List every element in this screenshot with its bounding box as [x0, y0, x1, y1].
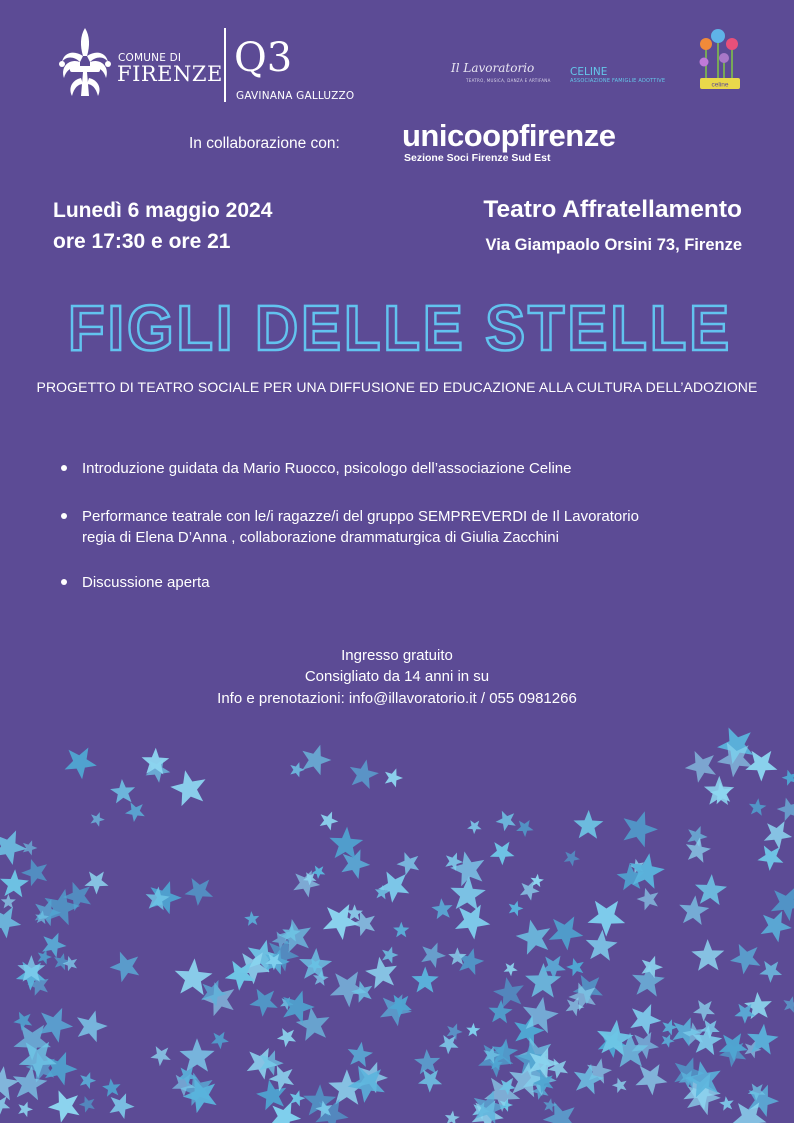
star-shape — [412, 967, 439, 993]
quartiere-logo: Q3 — [234, 35, 293, 81]
star-shape — [302, 745, 331, 776]
florence-lily-logo — [56, 26, 114, 102]
star-shape — [110, 1093, 135, 1119]
program-item-1: Introduzione guidata da Mario Ruocco, psicologo dell’associazione Celine — [82, 460, 572, 477]
star-shape — [180, 1038, 215, 1071]
star-shape — [110, 952, 140, 983]
star-shape — [290, 762, 305, 777]
star-shape — [564, 850, 580, 866]
star-shape — [467, 820, 482, 834]
star-shape — [0, 907, 21, 939]
star-shape — [509, 901, 524, 916]
unicoop-section: Sezione Soci Firenze Sud Est — [404, 152, 551, 164]
comune-label-small: COMUNE DI — [118, 52, 182, 64]
celine-logo-text: CELINE — [570, 66, 608, 78]
star-shape — [385, 768, 403, 787]
age-info: Consigliato da 14 anni in su — [304, 668, 490, 685]
star-shape — [691, 939, 724, 971]
collaboration-label: In collaborazione con: — [189, 135, 340, 152]
star-shape — [630, 1004, 661, 1036]
bullet-3 — [61, 579, 67, 585]
star-shape — [523, 997, 559, 1033]
star-shape — [431, 898, 452, 919]
contact-info: Info e prenotazioni: info@illavoratorio.it / 055 0981266 — [217, 690, 577, 707]
celine-tagline: ASSOCIAZIONE FAMIGLIE ADOTTIVE — [570, 78, 666, 84]
star-shape — [635, 1064, 667, 1095]
star-shape — [277, 1028, 296, 1047]
entry-info: Ingresso gratuito — [341, 647, 453, 664]
star-shape — [312, 866, 326, 880]
star-shape — [249, 989, 277, 1017]
star-shape — [91, 812, 105, 827]
star-shape — [65, 748, 97, 780]
star-shape — [299, 948, 332, 980]
star-shape — [637, 888, 659, 911]
star-shape — [110, 779, 135, 803]
star-shape — [211, 1032, 229, 1050]
star-shape — [730, 944, 760, 975]
event-date: Lunedì 6 maggio 2024 — [53, 199, 273, 222]
poster-subtitle: PROGETTO DI TEATRO SOCIALE PER UNA DIFFUSIONE ED EDUCAZIONE ALLA CULTURA DELL’ADOZIONE — [36, 379, 758, 395]
star-shape — [693, 1000, 715, 1021]
star-shape — [48, 1090, 80, 1122]
celine-flowers-logo — [696, 26, 744, 90]
star-shape — [516, 920, 551, 955]
unicoop-logo: unicoopfirenze — [402, 118, 616, 153]
star-shape — [270, 1102, 301, 1123]
star-shape — [170, 770, 205, 806]
star-shape — [516, 820, 534, 837]
event-times: ore 17:30 e ore 21 — [53, 230, 231, 253]
star-shape — [549, 916, 584, 950]
star-shape — [445, 1111, 460, 1123]
star-shape — [757, 846, 783, 871]
star-shape — [397, 852, 420, 875]
star-shape — [749, 798, 767, 816]
star-shape — [38, 950, 52, 965]
star-shape — [455, 905, 490, 940]
poster-title-text: FIGLI DELLE STELLE — [68, 292, 732, 364]
program-item-2-line2: regia di Elena D’Anna , collaborazione drammaturgica di Giulia Zacchini — [82, 529, 559, 546]
star-shape — [685, 751, 716, 783]
star-shape — [414, 1049, 440, 1074]
star-shape — [531, 874, 544, 887]
star-shape — [490, 842, 515, 866]
quartiere-name: GAVINANA GALLUZZO — [236, 90, 355, 102]
bullet-2 — [61, 513, 67, 519]
logo-divider — [224, 28, 226, 102]
star-shape — [612, 1078, 627, 1093]
celine-flower-label: celine — [711, 81, 729, 89]
star-shape — [348, 1042, 373, 1067]
star-shape — [447, 1023, 463, 1040]
star-shape — [662, 1019, 677, 1035]
star-shape — [244, 911, 259, 926]
star-shape — [777, 798, 794, 822]
star-shape — [45, 1052, 78, 1086]
star-shape — [320, 812, 339, 831]
poster-title — [60, 286, 740, 366]
star-shape — [1, 894, 16, 908]
star-shape — [624, 811, 658, 847]
star-shape — [504, 963, 518, 977]
star-shape — [290, 1090, 306, 1106]
star-shape — [782, 770, 794, 786]
star-shape — [574, 810, 604, 839]
star-shape — [378, 872, 409, 903]
star-shape — [185, 878, 214, 906]
star-shape — [489, 1000, 513, 1024]
star-shape — [393, 922, 409, 938]
star-shape — [102, 1078, 121, 1096]
star-shape — [150, 1046, 170, 1066]
star-shape — [13, 1012, 32, 1031]
star-shape — [759, 961, 782, 983]
star-shape — [496, 811, 516, 831]
star-shape — [79, 1096, 95, 1113]
program-item-2-line1: Performance teatrale con le/i ragazze/i del gruppo SEMPREVERDI de Il Lavoratorio — [82, 508, 639, 525]
star-shape — [493, 977, 524, 1008]
star-shape — [0, 1066, 19, 1100]
star-shape — [350, 760, 379, 790]
star-shape — [783, 996, 794, 1012]
star-shape — [341, 849, 370, 879]
star-shape — [588, 901, 626, 937]
event-venue: Teatro Affratellamento — [483, 196, 742, 223]
star-shape — [80, 1072, 96, 1089]
star-shape — [315, 1099, 348, 1123]
star-shape — [764, 821, 792, 849]
comune-label-big: FIRENZE — [117, 62, 223, 86]
star-shape — [77, 1011, 108, 1043]
event-address: Via Giampaolo Orsini 73, Firenze — [485, 236, 742, 254]
star-shape — [695, 874, 727, 905]
star-shape — [23, 840, 38, 855]
program-item-3: Discussione aperta — [82, 574, 210, 591]
star-shape — [421, 943, 446, 969]
star-shape — [466, 1023, 480, 1037]
bullet-1 — [61, 465, 67, 471]
star-shape — [771, 887, 794, 921]
star-shape — [661, 1034, 674, 1048]
lavoratorio-logo: Il Lavoratorio — [451, 61, 535, 75]
star-shape — [39, 1008, 73, 1043]
star-shape — [382, 947, 398, 964]
star-shape — [566, 958, 584, 976]
star-shape — [84, 872, 108, 895]
star-shape — [586, 930, 618, 961]
star-shape — [719, 1096, 734, 1111]
star-shape — [18, 1102, 33, 1118]
lavoratorio-tagline: TEATRO, MUSICA, DANZA E ARTIFANA — [466, 78, 551, 83]
stars-decoration — [0, 690, 794, 1123]
star-shape — [0, 830, 27, 865]
star-shape — [125, 802, 145, 822]
star-shape — [448, 947, 466, 965]
